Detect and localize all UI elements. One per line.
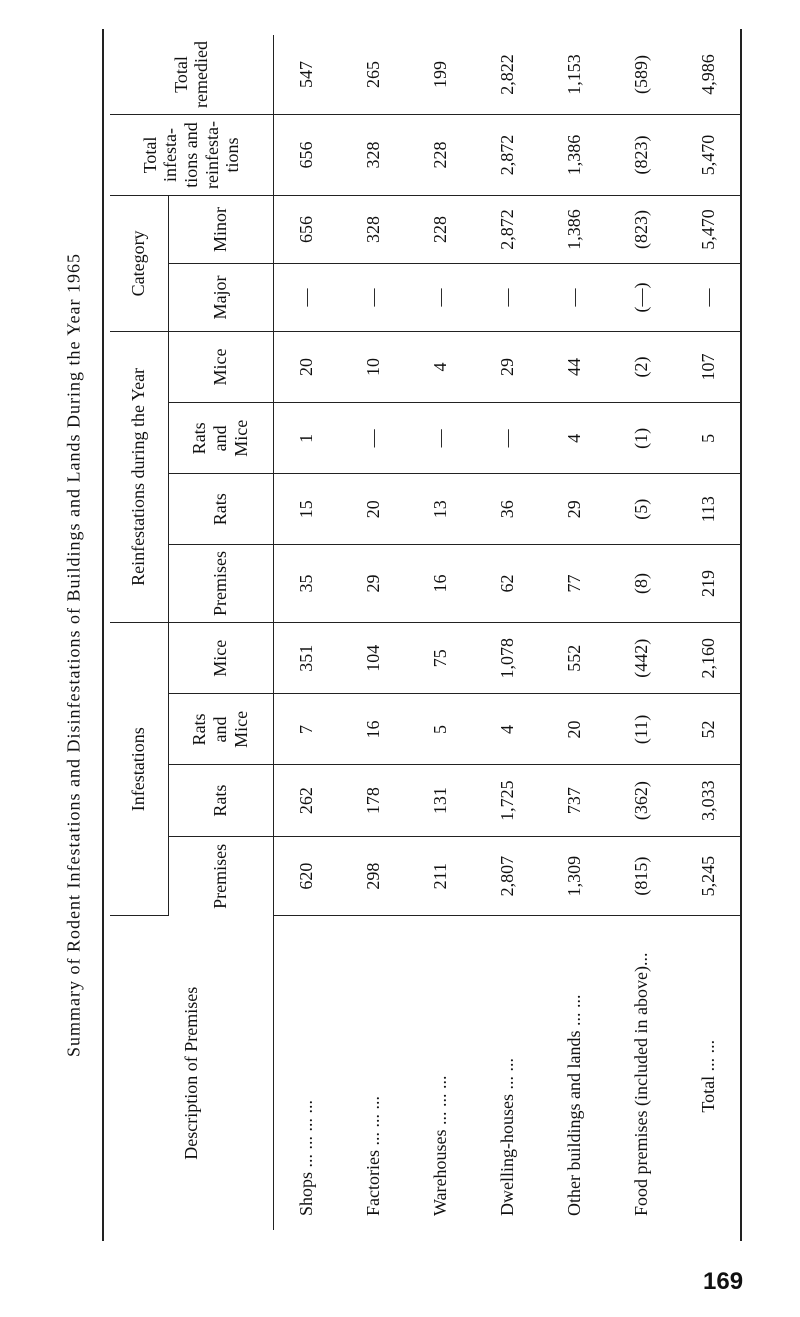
cell-total-remedied: (589) [608,35,675,115]
header-inf-mice: Mice [168,623,273,694]
cell-inf-premises: 211 [407,836,474,916]
cell-inf-rats: 3,033 [675,765,742,836]
header-description: Description of Premises [110,916,273,1230]
cell-inf-rats-mice: 4 [474,694,541,765]
cell-re-mice: (2) [608,331,675,402]
cell-description: Shops ... ... ... ... [296,1099,317,1216]
page-number: 169 [703,1268,744,1295]
page-title: Summary of Rodent Infestations and Disinfestations of Buildings and Lands During the Year 1965 [63,253,84,1057]
rotated-table [110,35,742,1230]
cell-total-infestations: 228 [407,115,474,196]
cell-total-infestations: 328 [340,115,407,196]
cell-inf-rats: 262 [273,765,340,836]
cell-re-rats: 13 [407,474,474,545]
cell-re-rats: (5) [608,474,675,545]
cell-cat-major: (—) [608,264,675,332]
cell-re-rats: 36 [474,474,541,545]
cell-description: Other buildings and lands ... ... [564,994,584,1216]
cell-inf-rats-mice: 20 [541,694,608,765]
cell-re-rats: 20 [340,474,407,545]
cell-inf-premises: 5,245 [675,836,742,916]
cell-cat-major: — [675,264,742,332]
cell-re-rats-mice: 1 [273,403,340,474]
header-re-mice: Mice [168,331,273,402]
header-category: Category [110,195,168,331]
header-re-rats: Rats [168,474,273,545]
cell-re-rats-mice: — [407,403,474,474]
cell-inf-rats: 178 [340,765,407,836]
cell-re-rats: 15 [273,474,340,545]
cell-description: Factories ... ... ... [363,1096,383,1216]
cell-inf-rats: 1,725 [474,765,541,836]
table-row [407,35,474,1230]
cell-total-remedied: 1,153 [541,35,608,115]
table-row-total [675,35,742,1230]
cell-inf-rats: 131 [407,765,474,836]
cell-cat-minor: 328 [340,195,407,263]
cell-re-rats: 29 [541,474,608,545]
cell-inf-premises: 298 [340,836,407,916]
cell-total-remedied: 2,822 [474,35,541,115]
cell-total-remedied: 547 [273,35,340,115]
header-cat-major: Major [168,264,273,332]
cell-total-infestations: 1,386 [541,115,608,196]
cell-inf-premises: 2,807 [474,836,541,916]
cell-inf-mice: 104 [340,623,407,694]
header-reinfestations: Reinfestations during the Year [110,331,168,622]
header-cat-minor: Minor [168,195,273,263]
cell-cat-major: — [340,264,407,332]
cell-inf-mice: 351 [273,623,340,694]
cell-cat-minor: 1,386 [541,195,608,263]
cell-re-premises: 35 [273,545,340,623]
header-re-rats-mice: Rats and Mice [168,403,273,474]
cell-re-rats: 113 [675,474,742,545]
left-frame-rule [102,29,104,1241]
table-row [474,35,541,1230]
cell-cat-minor: 228 [407,195,474,263]
header-inf-rats: Rats [168,765,273,836]
cell-re-premises: 77 [541,545,608,623]
cell-cat-minor: 2,872 [474,195,541,263]
cell-re-mice: 29 [474,331,541,402]
table-row [273,35,340,1230]
cell-total-infestations: 656 [273,115,340,196]
header-inf-premises: Premises [168,836,273,916]
cell-inf-rats: 737 [541,765,608,836]
header-inf-rats-mice: Rats and Mice [168,694,273,765]
cell-description: Dwelling-houses ... ... [497,1058,517,1216]
cell-re-mice: 10 [340,331,407,402]
header-re-premises: Premises [168,545,273,623]
cell-cat-minor: (823) [608,195,675,263]
cell-inf-mice: 552 [541,623,608,694]
cell-re-premises: (8) [608,545,675,623]
cell-description: Warehouses ... ... ... [430,1075,450,1216]
cell-re-mice: 44 [541,331,608,402]
cell-cat-major: — [273,264,340,332]
cell-inf-rats: (362) [608,765,675,836]
table-row [608,35,675,1230]
cell-re-rats-mice: (1) [608,403,675,474]
cell-re-premises: 16 [407,545,474,623]
cell-total-remedied: 199 [407,35,474,115]
cell-re-mice: 4 [407,331,474,402]
cell-inf-mice: 75 [407,623,474,694]
cell-total-infestations: 5,470 [675,115,742,196]
cell-total-infestations: (823) [608,115,675,196]
cell-re-rats-mice: — [340,403,407,474]
cell-inf-rats-mice: 52 [675,694,742,765]
cell-re-mice: 107 [675,331,742,402]
header-total-infestations: Total infesta-tions and reinfesta-tions [110,115,273,196]
cell-inf-premises: (815) [608,836,675,916]
cell-re-rats-mice: 5 [675,403,742,474]
cell-cat-minor: 5,470 [675,195,742,263]
cell-total-remedied: 265 [340,35,407,115]
table-row [541,35,608,1230]
cell-re-rats-mice: 4 [541,403,608,474]
table-row [340,35,407,1230]
cell-inf-rats-mice: (11) [608,694,675,765]
cell-cat-major: — [474,264,541,332]
cell-cat-major: — [541,264,608,332]
summary-table-container [110,35,742,1230]
cell-re-mice: 20 [273,331,340,402]
cell-inf-rats-mice: 7 [273,694,340,765]
cell-inf-premises: 620 [273,836,340,916]
cell-total-remedied: 4,986 [675,35,742,115]
cell-re-rats-mice: — [474,403,541,474]
header-infestations: Infestations [110,623,168,916]
summary-table [110,35,742,1230]
cell-description: Food premises (included in above)... [631,952,651,1216]
cell-inf-mice: 1,078 [474,623,541,694]
cell-re-premises: 62 [474,545,541,623]
cell-inf-rats-mice: 5 [407,694,474,765]
cell-cat-minor: 656 [273,195,340,263]
header-total-remedied: Total remedied [110,35,273,115]
cell-inf-mice: (442) [608,623,675,694]
cell-total-infestations: 2,872 [474,115,541,196]
cell-inf-premises: 1,309 [541,836,608,916]
cell-inf-rats-mice: 16 [340,694,407,765]
cell-inf-mice: 2,160 [675,623,742,694]
cell-cat-major: — [407,264,474,332]
cell-re-premises: 219 [675,545,742,623]
cell-description: Total ... ... [698,1039,718,1113]
cell-re-premises: 29 [340,545,407,623]
